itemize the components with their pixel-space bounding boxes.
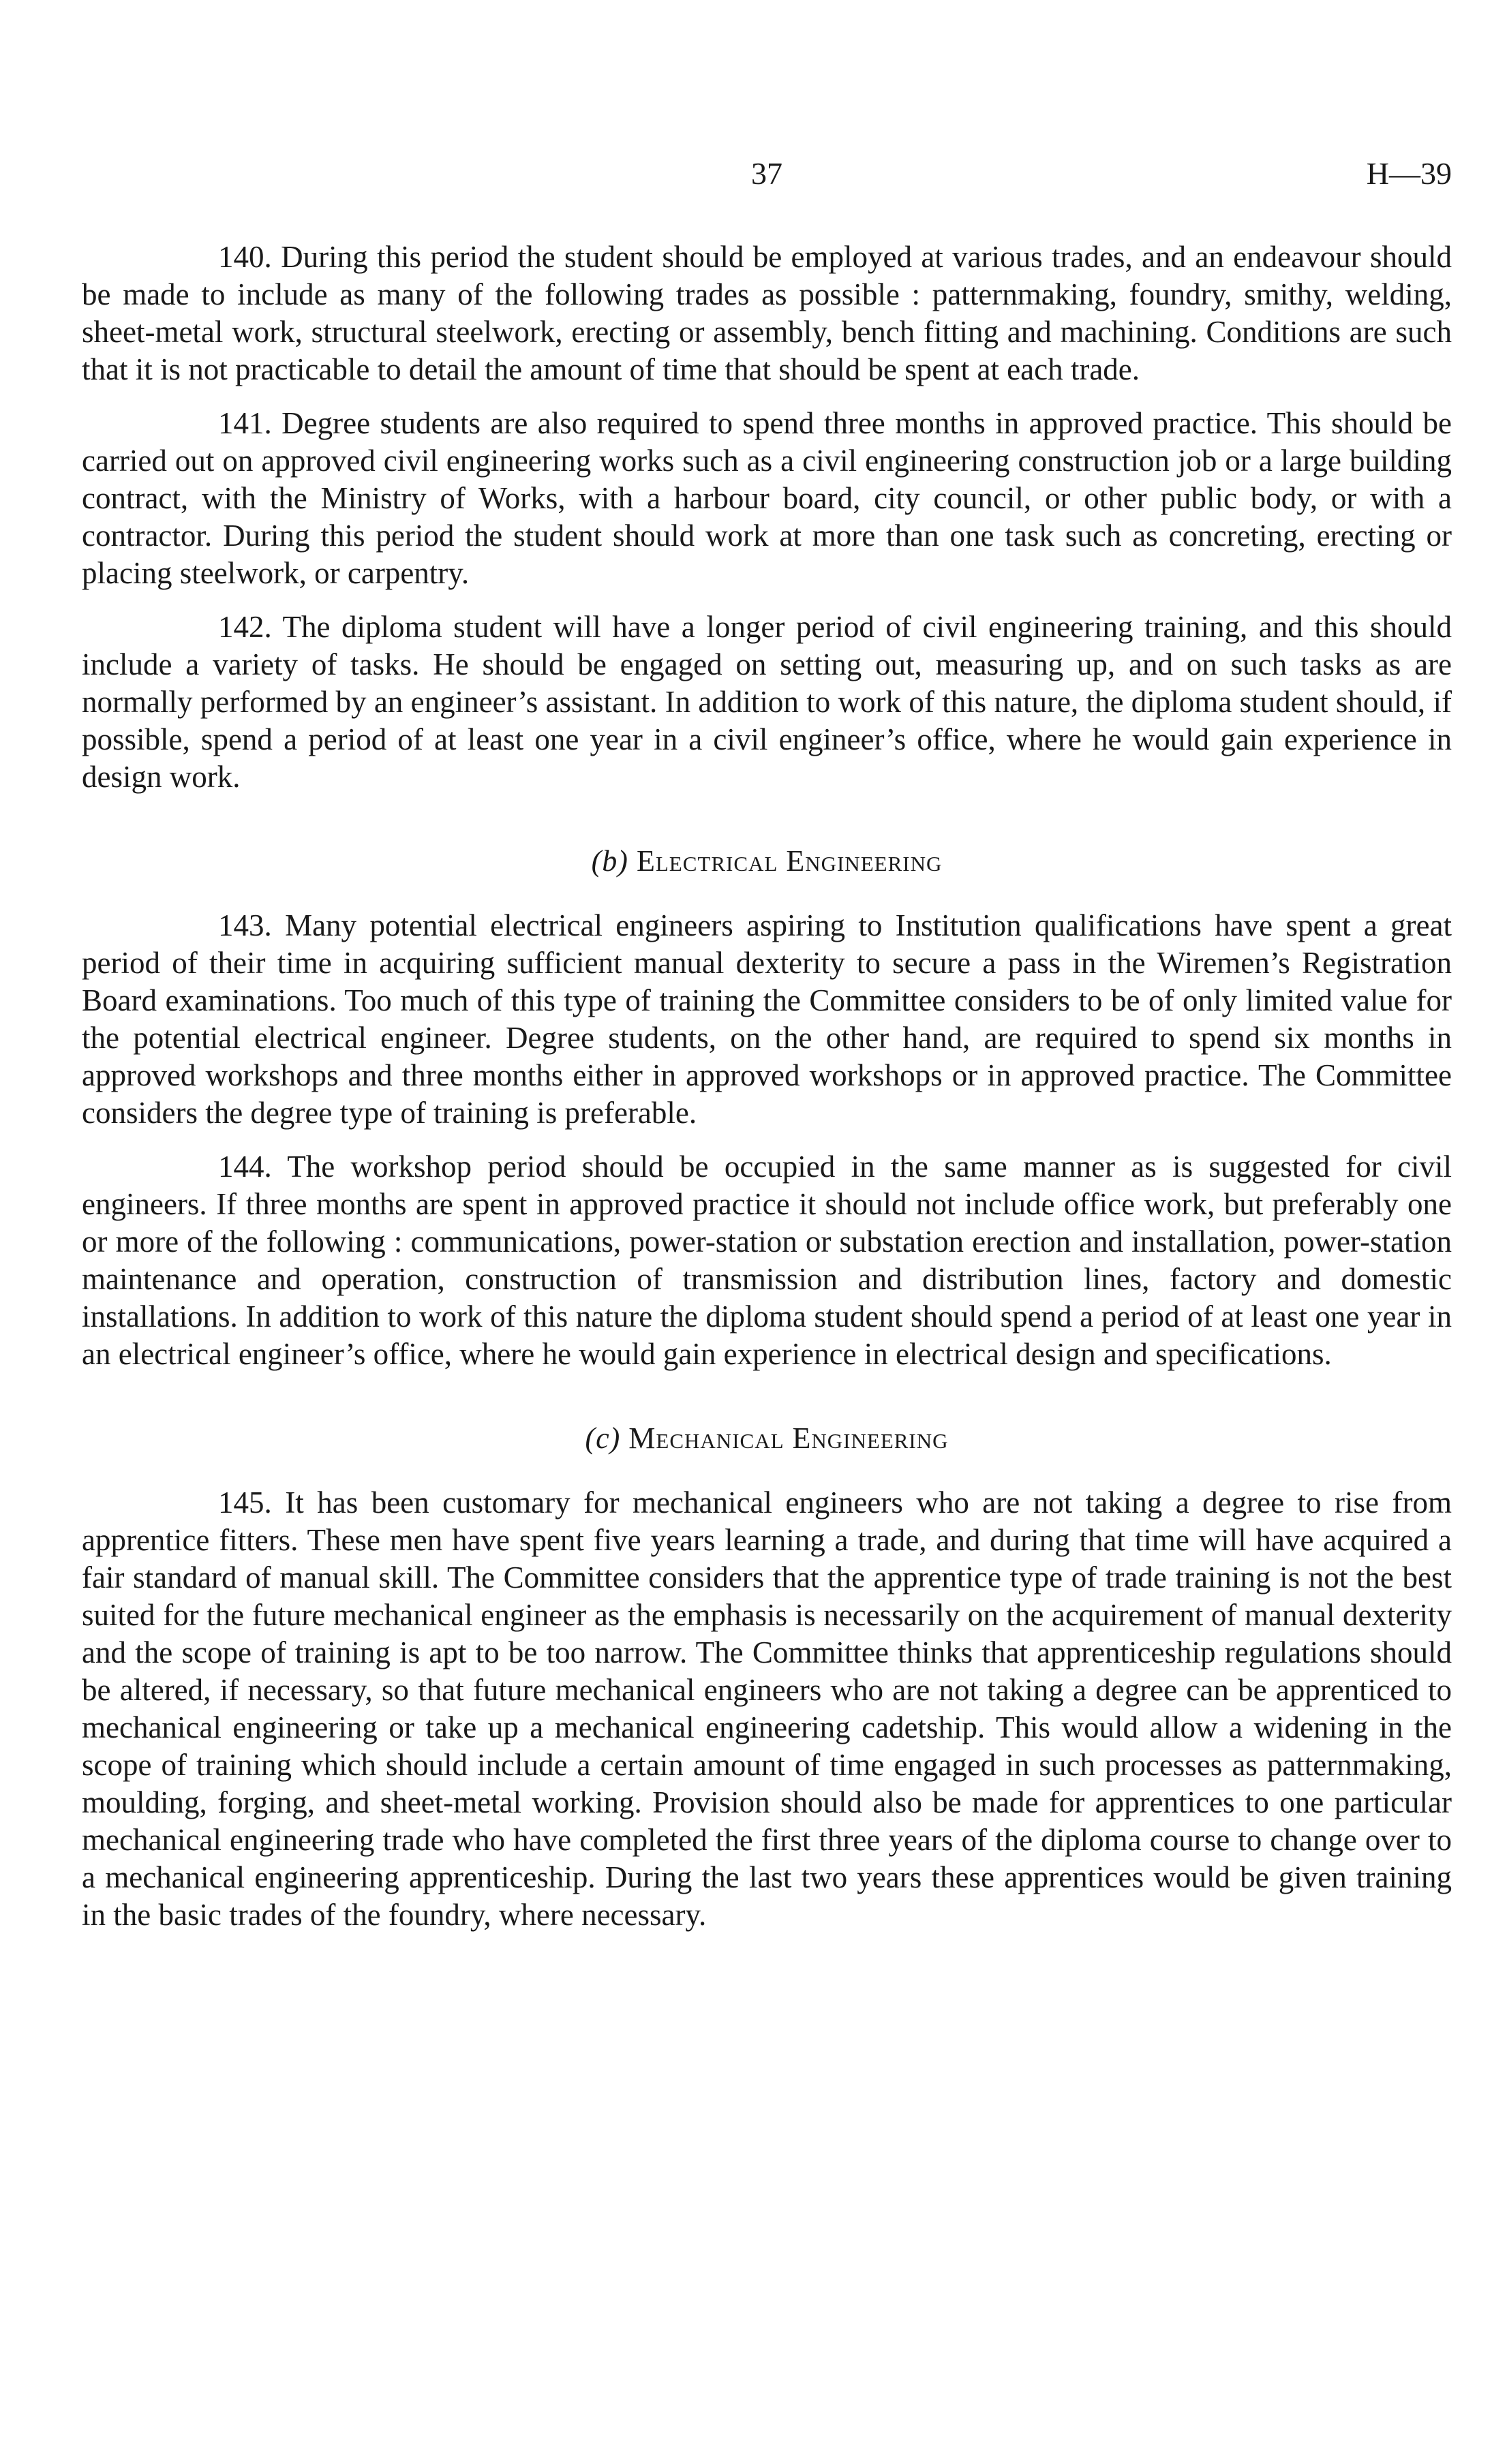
section-marker: (b) [591,844,628,878]
paragraph-142: 142. The diploma student will have a longer period of civil engineering training, and this should include a variety of tasks. He should be engaged on setting out, measuring up, and on such tasks as are normally performed by an engineer’s assistant. In addition to work of this nature, the diploma student should, if possible, spend a period of at least one year in a civil engineer’s office, where he would gain experience in design work. [82,610,1452,794]
section-title: Electrical Engineering [636,844,943,878]
section-title: Mechanical Engineering [628,1421,949,1455]
document-page [82,0,1452,2464]
paragraph-143: 143. Many potential electrical engineers aspiring to Institution qualifications have spent a great period of their time in acquiring sufficient manual dexterity to secure a pass in the Wiremen’s Registration Board examinations. Too much of this type of training the Committee considers to be of only limited value for the potential electrical engineer. Degree students, on the other hand, are required to spend six months in approved workshops and three months either in approved workshops or in approved practice. The Committee considers the degree type of training is preferable. [82,908,1452,1130]
paragraph-144: 144. The workshop period should be occupied in the same manner as is suggested for civil engineers. If three months are spent in approved practice it should not include office work, but preferably one or more of the following : communications, power-station or substation erection and installation, power-station maintenance and operation, construction of transmission and distribution lines, factory and domestic installations. In addition to work of this nature the diploma student should spend a period of at least one year in an electrical engineer’s office, where he would gain experience in electrical design and specifications. [82,1150,1452,1371]
body-text [82,238,1452,1950]
section-heading-electrical [82,842,1452,880]
section-marker: (c) [585,1421,621,1455]
report-reference: H—39 [1366,156,1452,191]
paragraph-141: 141. Degree students are also required to spend three months in approved practice. This should be carried out on approved civil engineering works such as a civil engineering construction job or a large building contract, with the Ministry of Works, with a harbour board, city council, or other public body, or with a contractor. During this period the student should work at more than one task such as concreting, erecting or placing steelwork, or carpentry. [82,406,1452,590]
section-heading-mechanical [82,1419,1452,1457]
paragraph-145: 145. It has been customary for mechanical engineers who are not taking a degree to rise from apprentice fitters. These men have spent five years learning a trade, and during that time will have acquired a fair standard of manual skill. The Committee considers that the apprentice type of trade training is not the best suited for the future mechanical engineer as the emphasis is necessarily on the acquirement of manual dexterity and the scope of training is apt to be too narrow. The Committee thinks that apprenticeship regulations should be altered, if necessary, so that future mechanical engineers who are not taking a degree can be apprenticed to mechanical engineering or take up a mechanical engineering cadetship. This would allow a widening in the scope of training which should include a certain amount of time engaged in such processes as patternmaking, moulding, forging, and sheet-metal working. Provision should also be made for apprentices to one particular mechanical engineering trade who have completed the first three years of the diploma course to change over to a mechanical engineering apprenticeship. During the last two years these apprentices would be given training in the basic trades of the foundry, where necessary. [82,1485,1452,1932]
page-header [82,155,1452,203]
paragraph-140: 140. During this period the student should be employed at various trades, and an endeavour should be made to include as many of the following trades as possible : patternmaking, foundry, smithy, welding, sheet-metal work, structural steelwork, erecting or assembly, bench fitting and machining. Conditions are such that it is not practicable to detail the amount of time that should be spent at each trade. [82,240,1452,386]
page-number: 37 [751,156,782,191]
